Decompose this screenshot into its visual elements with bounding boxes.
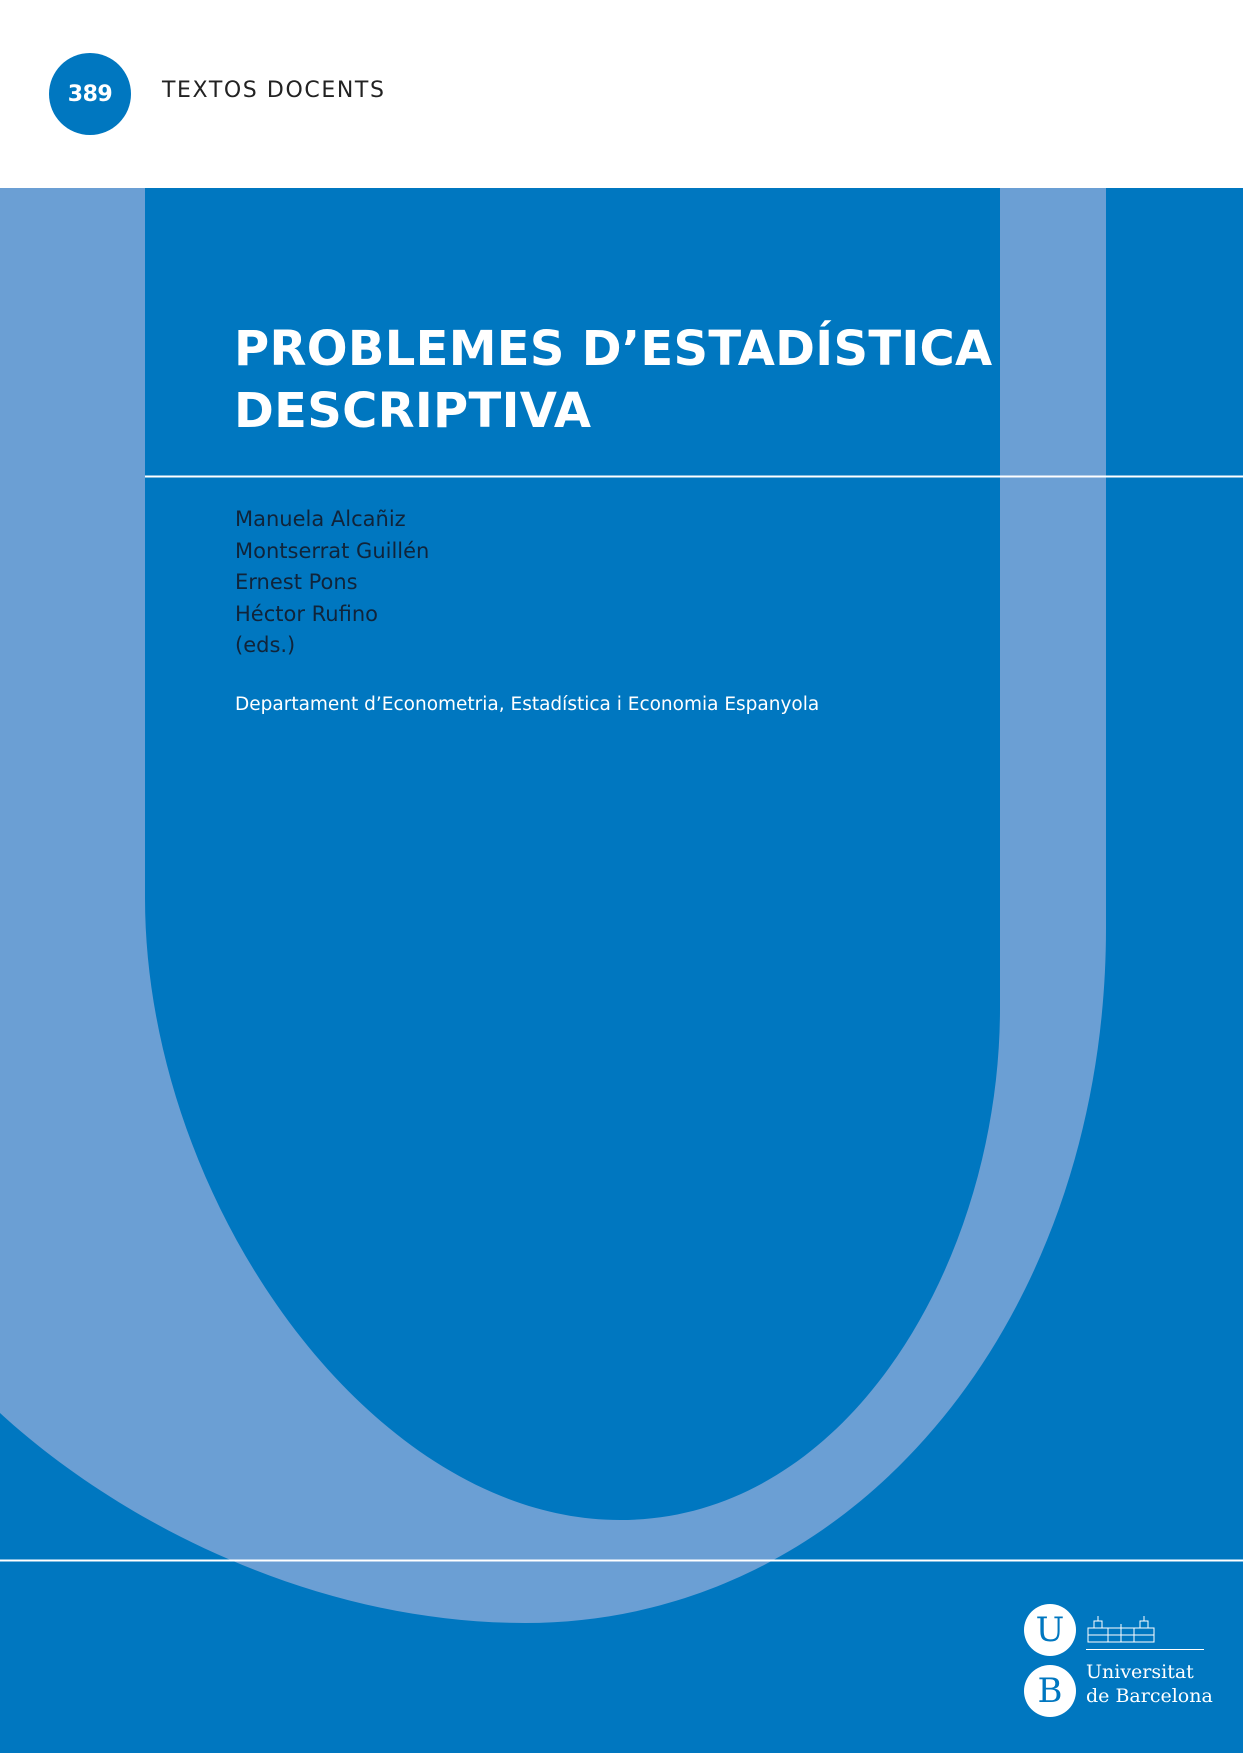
series-number-badge bbox=[49, 53, 131, 135]
book-title-line-1: PROBLEMES D’ESTADÍSTICA bbox=[234, 321, 993, 377]
series-name: TEXTOS DOCENTS bbox=[162, 78, 386, 103]
university-name-line-2: de Barcelona bbox=[1086, 1685, 1213, 1707]
department-name: Departament d’Econometria, Estadística i Economia Espanyola bbox=[235, 694, 820, 715]
university-name-line-1: Universitat bbox=[1086, 1661, 1194, 1683]
ub-building-icon bbox=[1086, 1614, 1156, 1644]
author-name: Montserrat Guillén bbox=[235, 538, 430, 563]
logo-letter-b: B bbox=[1024, 1665, 1076, 1717]
author-name: Héctor Rufino bbox=[235, 601, 378, 626]
book-title bbox=[234, 318, 993, 442]
book-title-line-2: DESCRIPTIVA bbox=[234, 383, 592, 439]
university-name bbox=[1086, 1660, 1213, 1708]
logo-letter-u: U bbox=[1024, 1604, 1076, 1656]
series-number: 389 bbox=[67, 81, 113, 107]
logo-divider bbox=[1086, 1649, 1204, 1650]
author-name: Manuela Alcañiz bbox=[235, 507, 406, 531]
header-band bbox=[0, 0, 1243, 188]
author-name: Ernest Pons bbox=[235, 570, 358, 594]
editors-note: (eds.) bbox=[235, 633, 296, 657]
author-list bbox=[235, 504, 429, 662]
